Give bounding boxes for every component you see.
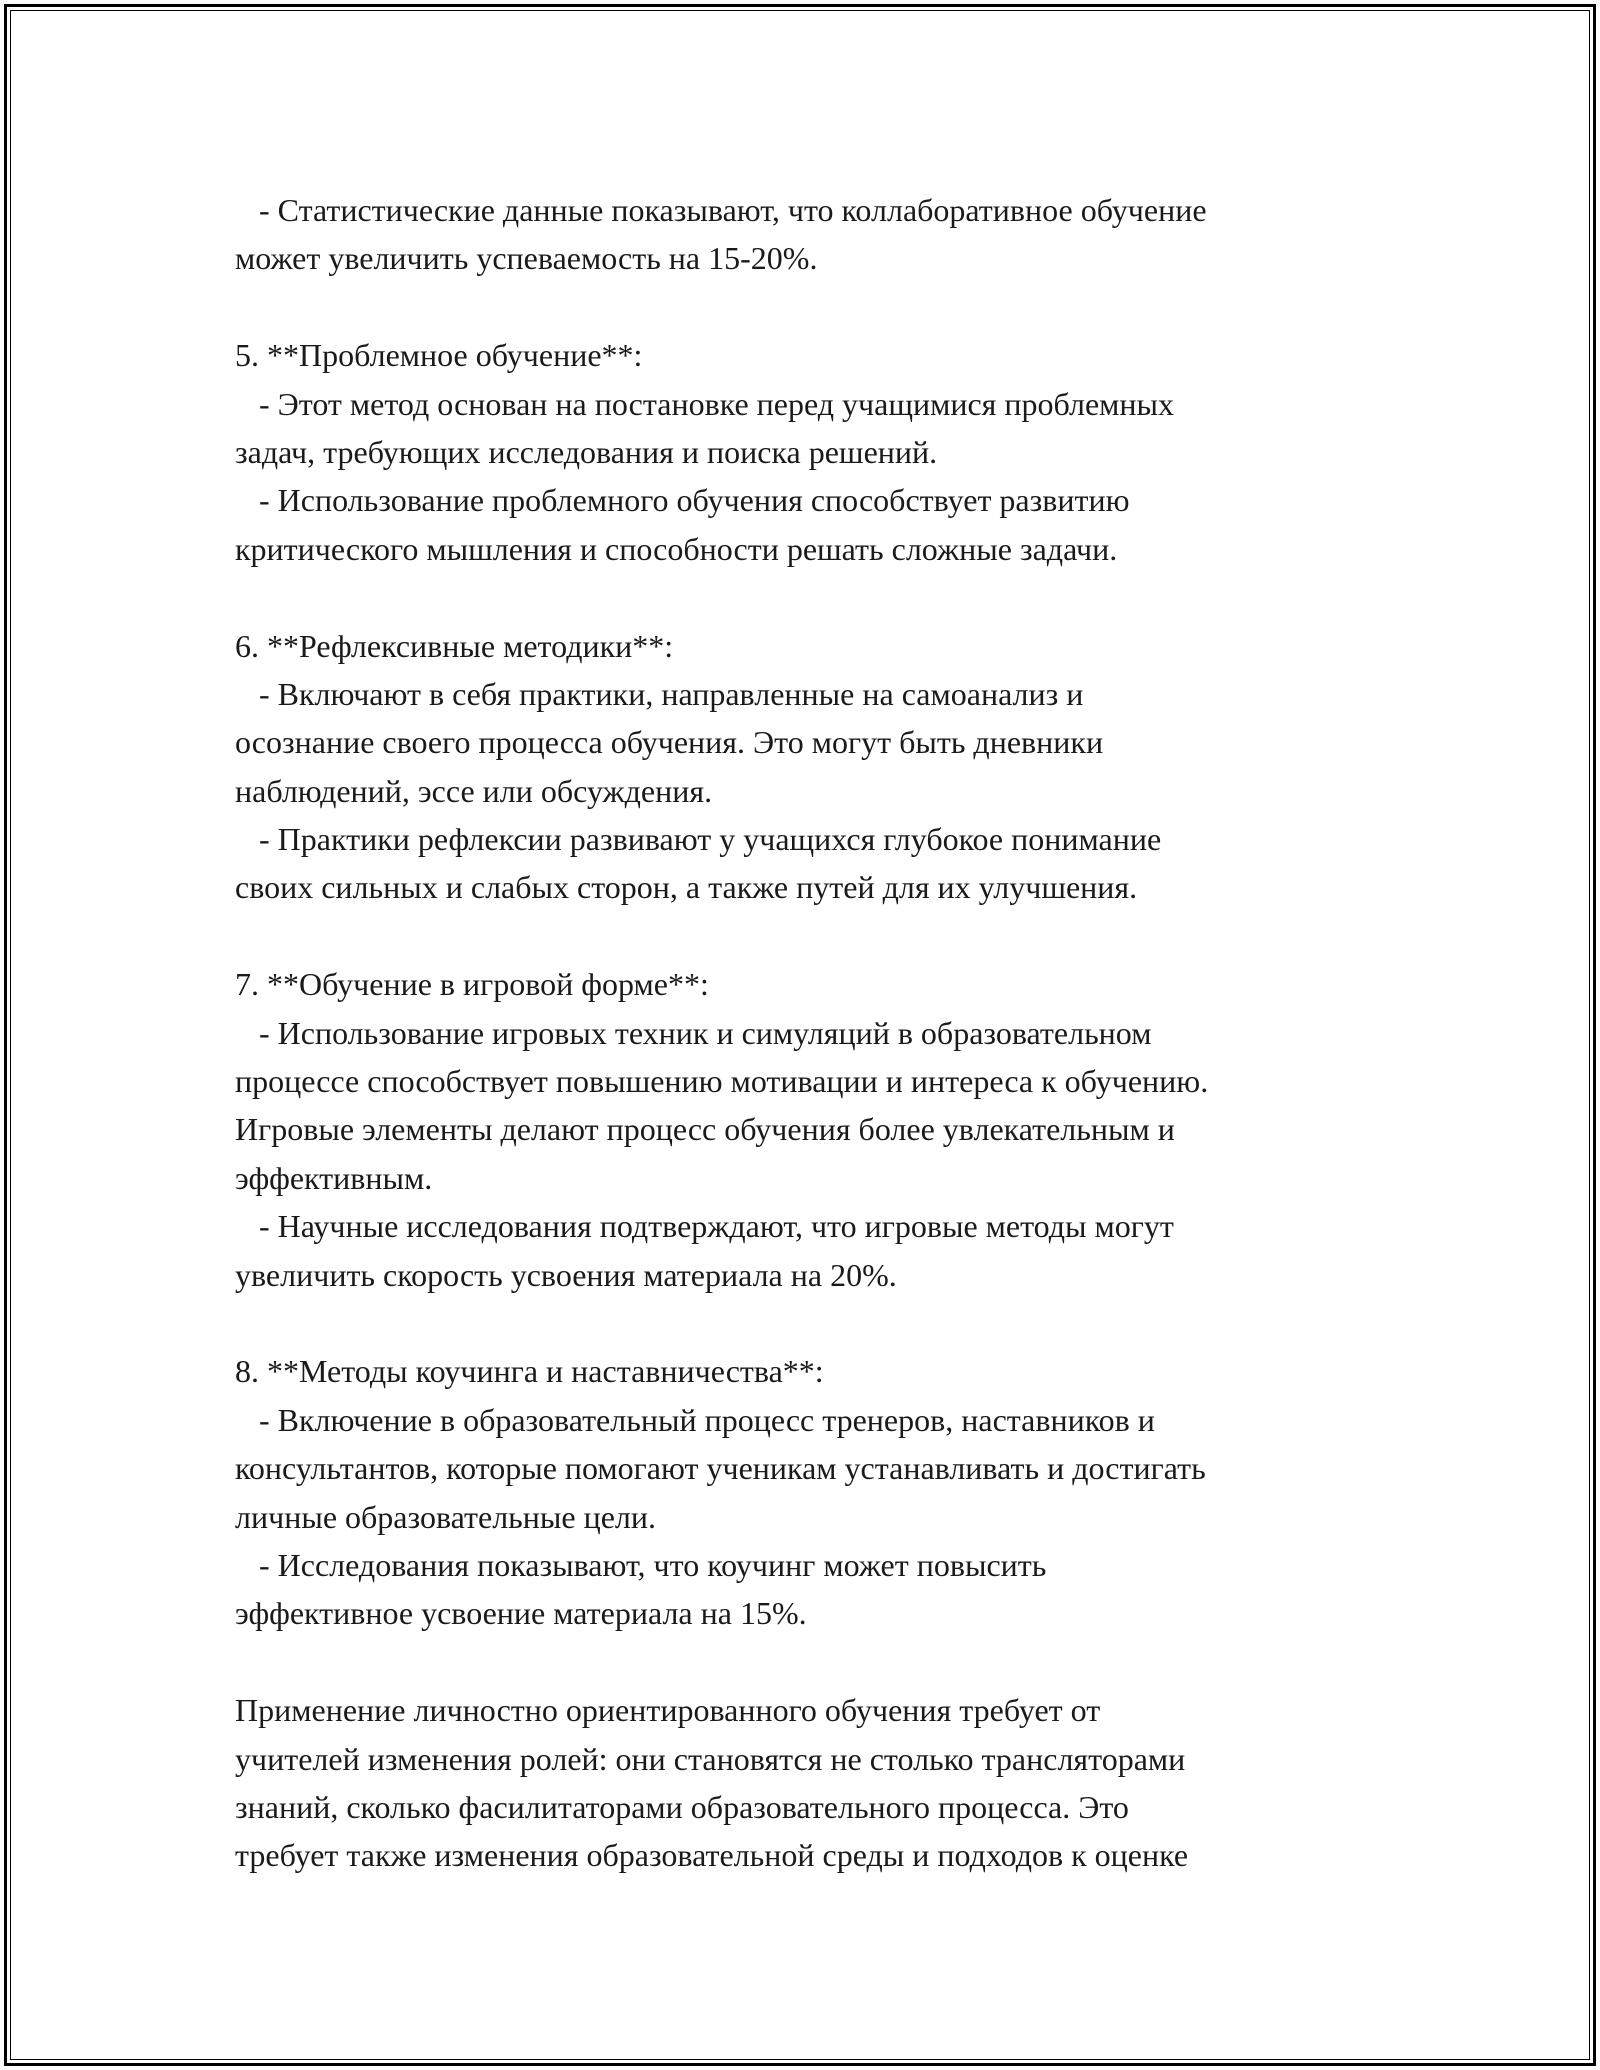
text-line: Игровые элементы делают процесс обучения более увлекательным и xyxy=(235,1111,1175,1148)
document-body xyxy=(235,186,1415,1880)
section-heading-6: 6. **Рефлексивные методики**: xyxy=(235,627,674,664)
text-line: процессе способствует повышению мотивации и интереса к обучению. xyxy=(235,1063,1209,1100)
paragraph-line: Применение личностно ориентированного обучения требует от xyxy=(235,1692,1101,1729)
section-heading-5: 5. **Проблемное обучение**: xyxy=(235,337,643,374)
text-line: может увеличить успеваемость на 15-20%. xyxy=(235,240,818,277)
blank-line xyxy=(235,912,1415,960)
paragraph-line: учителей изменения ролей: они становятся не столько трансляторами xyxy=(235,1740,1186,1777)
text-line: - Исследования показывают, что коучинг может повысить xyxy=(235,1546,1047,1583)
paragraph-line: знаний, сколько фасилитаторами образовательного процесса. Это xyxy=(235,1788,1129,1825)
text-line: критического мышления и способности решать сложные задачи. xyxy=(235,530,1118,567)
section-heading-7: 7. **Обучение в игровой форме**: xyxy=(235,966,709,1003)
text-line: наблюдений, эссе или обсуждения. xyxy=(235,772,713,809)
blank-line xyxy=(235,283,1415,331)
text-line: - Научные исследования подтверждают, что игровые методы могут xyxy=(235,1208,1174,1245)
text-line: увеличить скорость усвоения материала на 20%. xyxy=(235,1256,897,1293)
blank-line xyxy=(235,1638,1415,1686)
text-line: - Использование игровых техник и симуляций в образовательном xyxy=(235,1014,1152,1051)
text-line: осознание своего процесса обучения. Это могут быть дневники xyxy=(235,724,1104,761)
blank-line xyxy=(235,573,1415,621)
text-line: своих сильных и слабых сторон, а также путей для их улучшения. xyxy=(235,869,1138,906)
section-heading-8: 8. **Методы коучинга и наставничества**: xyxy=(235,1353,824,1390)
text-line: задач, требующих исследования и поиска решений. xyxy=(235,433,938,470)
text-line: консультантов, которые помогают ученикам устанавливать и достигать xyxy=(235,1450,1206,1487)
text-line: - Включение в образовательный процесс тренеров, наставников и xyxy=(235,1401,1155,1438)
blank-line xyxy=(235,1299,1415,1347)
text-line: эффективным. xyxy=(235,1159,433,1196)
paragraph-line: требует также изменения образовательной среды и подходов к оценке xyxy=(235,1837,1189,1874)
text-line: - Использование проблемного обучения способствует развитию xyxy=(235,482,1130,519)
text-line: - Включают в себя практики, направленные на самоанализ и xyxy=(235,675,1084,712)
text-line: - Статистические данные показывают, что коллаборативное обучение xyxy=(235,192,1207,228)
text-line: личные образовательные цели. xyxy=(235,1498,657,1535)
text-line: эффективное усвоение материала на 15%. xyxy=(235,1595,807,1632)
text-line: - Практики рефлексии развивают у учащихся глубокое понимание xyxy=(235,821,1162,858)
text-line: - Этот метод основан на постановке перед учащимися проблемных xyxy=(235,385,1175,422)
